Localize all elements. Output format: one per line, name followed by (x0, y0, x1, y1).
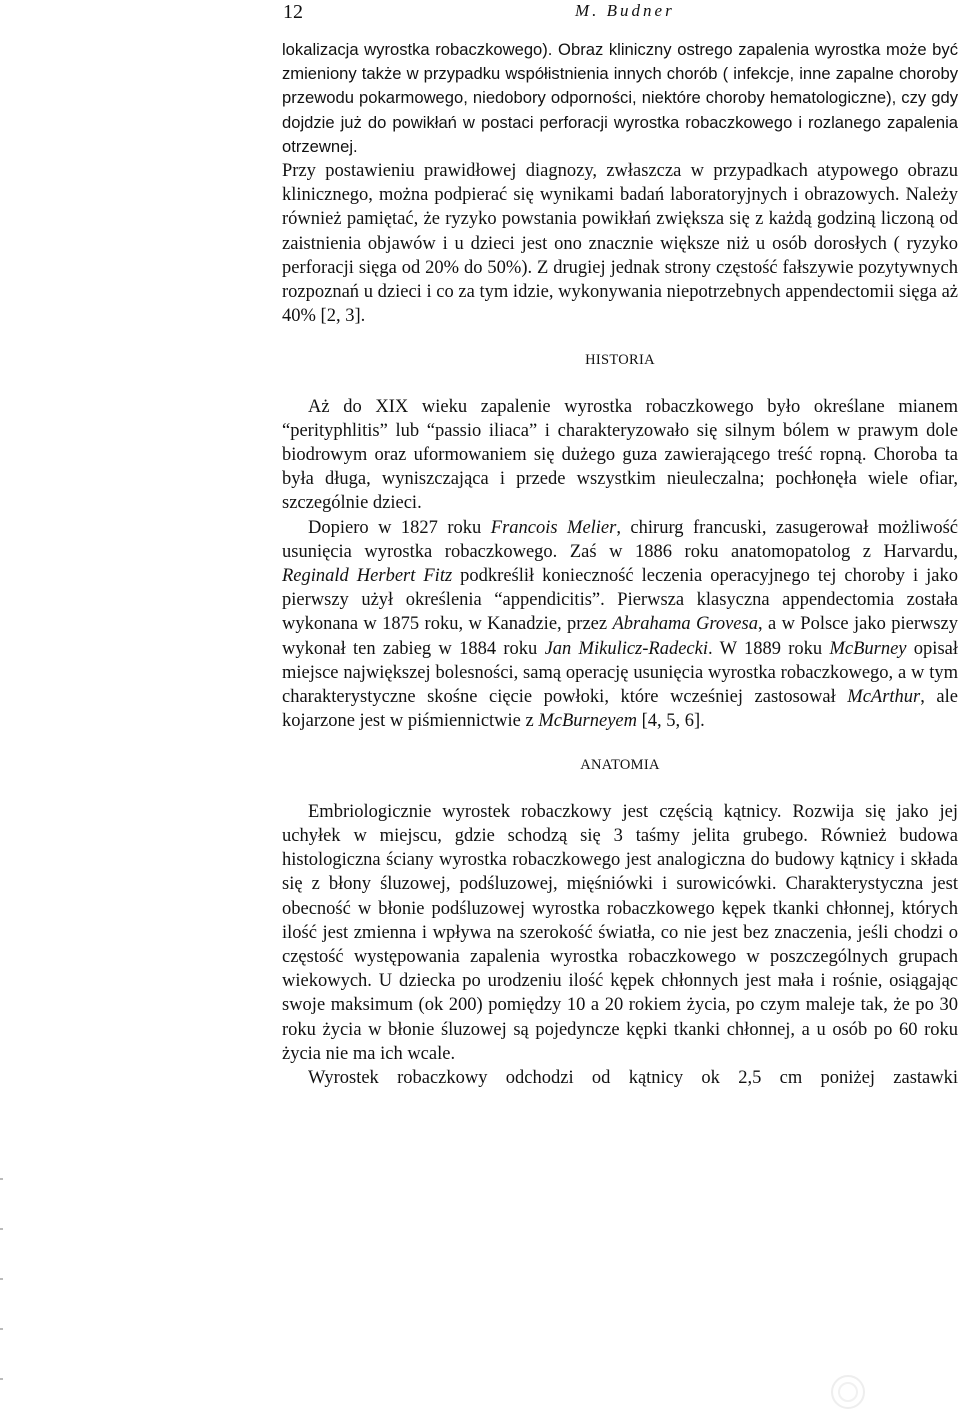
text-run: , a w Polsce jako pierwszy wykonał ten zabieg w 1884 roku (282, 614, 958, 659)
section-heading-anatomia: ANATOMIA (580, 757, 660, 774)
text-run: . W 1889 roku (708, 638, 830, 659)
scan-mark (0, 1378, 3, 1380)
text-run: Dopiero w 1827 roku (308, 517, 491, 538)
anatomia-paragraph-1: Embriologicznie wyrostek robaczkowy jest częścią kątnicy. Rozwija się jako jej uchyłek w miejscu, gdzie schodzą się 3 taśmy jelita grubego. Również budowa histologiczna ściany wyrostka robaczkowego jest analogiczna do budowy kątnicy i składa się z błony śluzowej, podśluzowej, mięśniówki i surowicówki. Charakterystyczna jest obecność w błonie podśluzowej wyrostka robaczkowego kępek tkanki chłonnej, których ilość jest zmienna i wpływa na szerokość światła, co nie jest bez znaczenia, jeśli chodzi o częstość występowania zapalenia wyrostka robaczkowego w poszczególnych grupach wiekowych. U dziecka po urodzeniu ilość kępek chłonnych jest mała i rośnie, osiągając swoje maksimum (ok 200) pomiędzy 10 a 20 rokiem życia, po czym maleje tak, że po 30 roku życia w błonie śluzowej są pojedyncze kępki tkanki chłonnej, a u osób po 60 roku życia nie ma ich wcale. (282, 801, 958, 1064)
scan-mark (0, 1178, 3, 1180)
text-run: podkreślił konieczność leczenia operacyjnego tej choroby i jako pierwszy użył określenia “appendicitis”. Pierwsza klasyczna appendectomia została wykonana w 1875 roku, w Kanadzie, przez (282, 566, 958, 635)
running-head-author: M. Budner (575, 1, 675, 20)
scan-mark (0, 1278, 3, 1280)
person-name: McArthur (847, 687, 921, 708)
section-heading-historia: HISTORIA (585, 352, 655, 369)
person-name: Francois Melier (490, 517, 617, 538)
person-name: McBurney (829, 638, 907, 659)
text-run: , chirurg francuski, zasugerował możliwość usunięcia wyrostka robaczkowego. Zaś w 1886 roku anatomopatolog z Harvardu, (282, 517, 958, 562)
person-name: Abrahama Grovesa (612, 614, 758, 635)
person-name: Jan Mikulicz-Radecki (544, 638, 708, 659)
intro-paragraph-diagnosis: Przy postawieniu prawidłowej diagnozy, zwłaszcza w przypadkach atypowego obrazu klinicznego, można podpierać się wynikami badań laboratoryjnych i obrazowych. Należy również pamiętać, że ryzyko powstania powikłań zwiększa się z każdą godziną liczoną od zaistnienia objawów i u dzieci jest ono znacznie większe niż u osób dorosłych ( ryzyko perforacji sięga od 20% do 50%). Z drugiej jednak strony częstość fałszywie pozytywnych rozpoznań u dzieci i co za tym idzie, wykonywania niepotrzebnych appendectomii sięga aż 40% [2, 3]. (282, 161, 958, 327)
scan-mark (0, 1228, 3, 1230)
historia-paragraph-1: Aż do XIX wieku zapalenie wyrostka robaczkowego było określane mianem “perityphlitis” lub “passio iliaca” i charakteryzowało się silnym bólem w prawym dole biodrowym oraz uformowaniem się dużego guza zawierającego treść ropną. Choroba ta była długa, wyniszczająca i przede wszystkim nieuleczalna; pochłonęła wiele ofiar, szczególnie dzieci. (282, 396, 958, 514)
text-run: [4, 5, 6]. (636, 711, 705, 732)
page-number: 12 (283, 1, 303, 23)
intro-paragraph-sans: lokalizacja wyrostka robaczkowego). Obraz kliniczny ostrego zapalenia wyrostka może być zmieniony także w przypadku współistnienia innych chorób ( infekcje, inne zapalne choroby przewodu pokarmowego, niedobory odporności, niektóre choroby hematologiczne), czy gdy dojdzie już do powikłań w postaci perforacji wyrostka robaczkowego i rozlanego zapalenia otrzewnej. (282, 40, 958, 156)
person-name: McBurneyem (538, 711, 637, 732)
scan-mark (0, 1328, 3, 1330)
watermark-icon (828, 1372, 868, 1412)
historia-paragraph-2 (282, 516, 958, 734)
page-body (282, 38, 958, 1090)
text-run: opisał miejsce największej bolesności, samą operację usunięcia wyrostka robaczkowego, a w tym charakterystyczne skośne cięcie powłoki, które wcześniej zastosował (282, 638, 958, 708)
anatomia-paragraph-2: Wyrostek robaczkowy odchodzi od kątnicy ok 2,5 cm poniżej zastawki (308, 1067, 958, 1088)
text-run: , ale kojarzone jest w piśmiennictwie z (282, 687, 958, 732)
person-name: Reginald Herbert Fitz (282, 566, 453, 587)
